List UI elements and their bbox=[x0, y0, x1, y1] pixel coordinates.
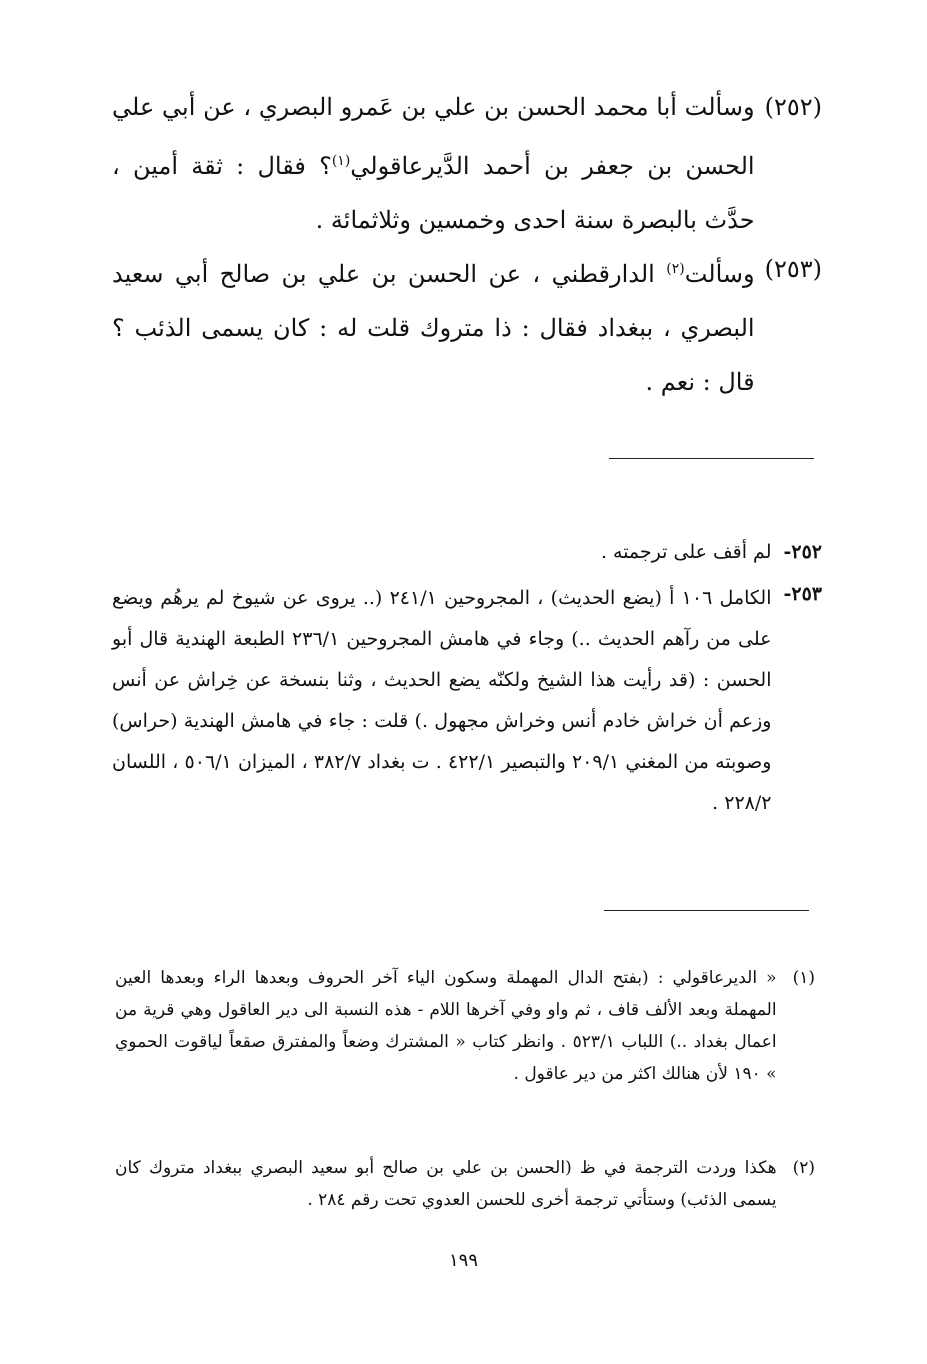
footnote-2 bbox=[115, 1152, 815, 1216]
footnote-divider bbox=[604, 910, 809, 911]
entry-text: وسألت أبا محمد الحسن بن علي بن عَمرو البصري ، عن أبي علي الحسن بن جعفر بن أحمد الدَّيرعاقولي$^{(١)}$؟ فقال : ثقة أمين ، حدَّث بالبصرة سنة احدى وخمسين وثلاثمائة . bbox=[112, 93, 755, 234]
entry-253 bbox=[112, 242, 822, 409]
entry-number: (٢٥٢) bbox=[764, 93, 822, 121]
note-text: لم أقف على ترجمته . bbox=[600, 541, 772, 563]
page-number: ١٩٩ bbox=[448, 1250, 478, 1271]
footnote-ref: (٢) bbox=[666, 261, 685, 277]
entry-number: (٢٥٣) bbox=[764, 255, 822, 283]
note-252 bbox=[112, 536, 822, 568]
footnote-number: (٢) bbox=[792, 1158, 815, 1178]
footnote-text: هكذا وردت الترجمة في ظ (الحسن بن علي بن صالح أبو سعيد البصري ببغداد متروك كان يسمى الذئب) وستأتي ترجمة أخرى للحسن العدوي تحت رقم ٢٨٤ . bbox=[115, 1158, 777, 1210]
note-number: ٢٥٣- bbox=[783, 583, 822, 605]
note-text: الكامل ١٠٦ أ (يضع الحديث) ، المجروحين ٢٤١/١ (.. يروى عن شيوخ لم يرهُم ويضع على من رآهم الحديث ..) وجاء في هامش المجروحين ٢٣٦/١ الطبعة الهندية قال أبو الحسن : (قد رأيت هذا الشيخ ولكنّه يضع الحديث ، وثنا بنسخة عن خِراش عن أنس وزعم أن خراش خادم أنس وخراش مجهول .) قلت : جاء في هامش الهندية (حراس) وصوبته من المغني ٢٠٩/١ والتبصير ٤٢٢/١ . ت بغداد ٣٨٢/٧ ، الميزان ٥٠٦/١ ، اللسان ٢٢٨/٢ . bbox=[112, 587, 772, 814]
divider bbox=[609, 458, 814, 459]
footnote-ref: (١) bbox=[331, 153, 351, 169]
entry-text: وسألت$^{(٢)}$ الدارقطني ، عن الحسن بن علي بن صالح أبي سعيد البصري ، ببغداد فقال : ذا متروك قلت له : كان يسمى الذئب ؟ قال : نعم . bbox=[112, 260, 755, 396]
footnote-1 bbox=[115, 962, 815, 1090]
footnote-text: « الديرعاقولي : (بفتح الدال المهملة وسكون الياء آخر الحروف وبعدها الراء وبعدها العين المهملة وبعد الألف قاف ، ثم واو وفي آخرها اللام - هذه النسبة الى دير العاقول وهي قرية من اعمال بغداد ..) اللباب ٥٢٣/١ . وانظر كتاب « المشترك وضعاً والمفترق صقعاً لياقوت الحموي » ١٩٠ لأن هنالك اكثر من دير عاقول . bbox=[115, 968, 777, 1084]
note-253 bbox=[112, 578, 822, 824]
footnote-number: (١) bbox=[792, 968, 815, 988]
entry-252 bbox=[112, 80, 822, 247]
note-number: ٢٥٢- bbox=[783, 541, 822, 563]
